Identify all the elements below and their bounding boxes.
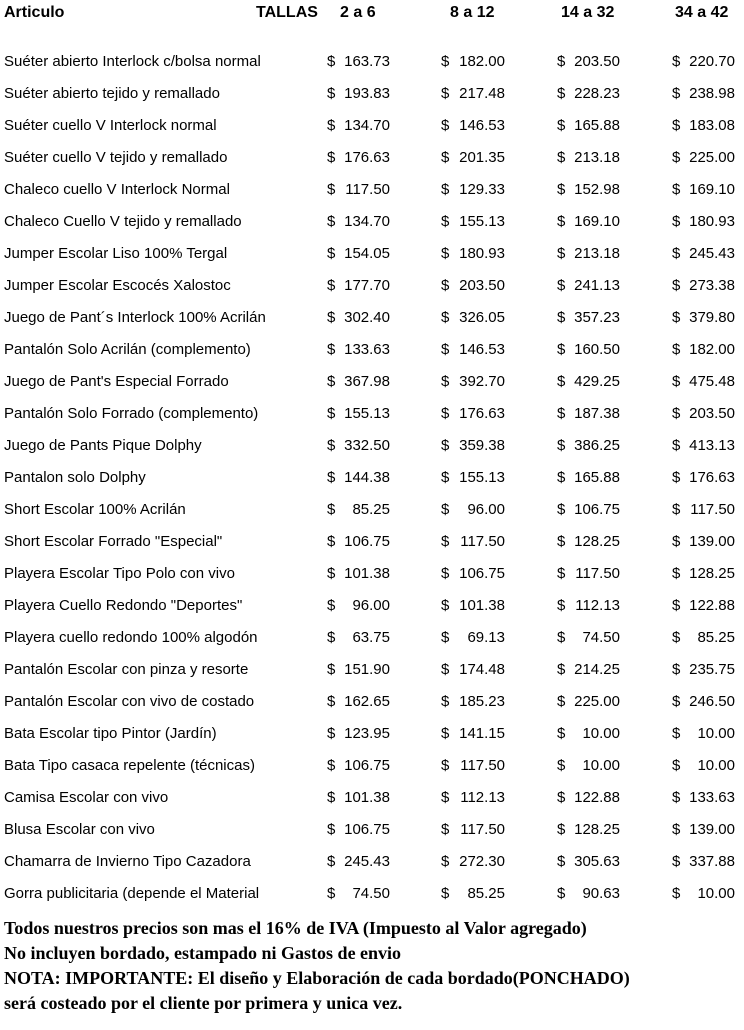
price-cell: 357.23 [574,309,620,326]
currency-symbol: $ [557,181,566,198]
price-cell: 151.90 [344,661,390,678]
article-name: Juego de Pant's Especial Forrado [4,373,229,390]
price-cell: 180.93 [459,245,505,262]
article-name: Camisa Escolar con vivo [4,789,169,806]
currency-symbol: $ [441,821,450,838]
price-cell: 106.75 [344,821,390,838]
price-cell: 129.33 [459,181,505,198]
price-cell: 106.75 [344,757,390,774]
article-name: Suéter cuello V Interlock normal [4,117,217,134]
price-cell: 117.50 [690,501,735,518]
price-cell: 10.00 [697,725,735,742]
price-cell: 10.00 [697,757,735,774]
article-name: Jumper Escolar Liso 100% Tergal [4,245,228,262]
table-row [0,526,744,558]
currency-symbol: $ [441,501,450,518]
price-cell: 174.48 [459,661,505,678]
table-row [0,78,744,110]
table-row [0,174,744,206]
table-row [0,302,744,334]
price-cell: 367.98 [344,373,390,390]
price-cell: 246.50 [689,693,735,710]
currency-symbol: $ [327,565,336,582]
price-cell: 193.83 [344,85,390,102]
price-cell: 117.50 [460,757,505,774]
currency-symbol: $ [441,341,450,358]
price-cell: 176.63 [459,405,505,422]
price-cell: 160.50 [574,341,620,358]
table-row [0,878,744,910]
currency-symbol: $ [557,757,566,774]
table-row [0,430,744,462]
article-name: Short Escolar 100% Acrilán [4,501,186,518]
price-cell: 128.25 [689,565,735,582]
price-cell: 214.25 [574,661,620,678]
price-cell: 144.38 [344,469,390,486]
price-cell: 176.63 [689,469,735,486]
currency-symbol: $ [327,501,336,518]
article-name: Pantalón Escolar con pinza y resorte [4,661,249,678]
currency-symbol: $ [672,373,681,390]
price-cell: 201.35 [459,149,505,166]
price-cell: 163.73 [344,53,390,70]
price-cell: 162.65 [344,693,390,710]
price-cell: 386.25 [574,437,620,454]
price-cell: 225.00 [574,693,620,710]
price-cell: 139.00 [689,821,735,838]
price-cell: 228.23 [574,85,620,102]
currency-symbol: $ [441,53,450,70]
price-cell: 273.38 [689,277,735,294]
price-cell: 203.50 [689,405,735,422]
currency-symbol: $ [672,181,681,198]
currency-symbol: $ [672,885,681,902]
currency-symbol: $ [557,597,566,614]
table-header [0,0,744,30]
currency-symbol: $ [327,437,336,454]
currency-symbol: $ [557,629,566,646]
header-size-8-12: 8 a 12 [450,4,495,21]
table-row [0,270,744,302]
currency-symbol: $ [557,53,566,70]
currency-symbol: $ [672,757,681,774]
currency-symbol: $ [557,725,566,742]
currency-symbol: $ [441,853,450,870]
currency-symbol: $ [327,405,336,422]
price-cell: 123.95 [344,725,390,742]
currency-symbol: $ [672,341,681,358]
article-name: Gorra publicitaria (depende el Material [4,885,260,902]
currency-symbol: $ [557,885,566,902]
price-cell: 128.25 [574,533,620,550]
article-name: Chaleco Cuello V tejido y remallado [4,213,242,230]
price-cell: 134.70 [344,117,390,134]
price-cell: 117.50 [460,533,505,550]
currency-symbol: $ [672,309,681,326]
price-cell: 96.00 [352,597,390,614]
table-row [0,494,744,526]
currency-symbol: $ [557,565,566,582]
currency-symbol: $ [327,469,336,486]
currency-symbol: $ [441,181,450,198]
price-cell: 10.00 [697,885,735,902]
price-cell: 155.13 [459,469,505,486]
currency-symbol: $ [557,373,566,390]
header-size-2-6: 2 a 6 [340,4,376,21]
price-cell: 101.38 [344,789,390,806]
article-name: Chamarra de Invierno Tipo Cazadora [4,853,251,870]
currency-symbol: $ [441,629,450,646]
currency-symbol: $ [327,53,336,70]
currency-symbol: $ [327,693,336,710]
header-tallas: TALLAS [256,4,318,21]
price-cell: 128.25 [574,821,620,838]
price-cell: 177.70 [344,277,390,294]
price-cell: 96.00 [467,501,505,518]
currency-symbol: $ [327,821,336,838]
currency-symbol: $ [557,533,566,550]
table-row [0,558,744,590]
price-cell: 106.75 [459,565,505,582]
currency-symbol: $ [557,405,566,422]
price-cell: 90.63 [582,885,620,902]
price-cell: 165.88 [574,117,620,134]
currency-symbol: $ [441,725,450,742]
currency-symbol: $ [557,277,566,294]
price-cell: 85.25 [352,501,390,518]
price-cell: 154.05 [344,245,390,262]
price-cell: 245.43 [689,245,735,262]
header-size-14-32: 14 a 32 [561,4,615,21]
currency-symbol: $ [441,437,450,454]
currency-symbol: $ [441,565,450,582]
currency-symbol: $ [672,629,681,646]
currency-symbol: $ [557,245,566,262]
price-cell: 85.25 [697,629,735,646]
price-cell: 176.63 [344,149,390,166]
currency-symbol: $ [672,597,681,614]
price-cell: 183.08 [689,117,735,134]
currency-symbol: $ [441,789,450,806]
table-row [0,590,744,622]
price-cell: 429.25 [574,373,620,390]
price-cell: 117.50 [460,821,505,838]
price-cell: 112.13 [460,789,505,806]
price-cell: 10.00 [582,757,620,774]
header-articulo: Articulo [4,4,65,21]
currency-symbol: $ [557,117,566,134]
article-name: Pantalón Solo Acrilán (complemento) [4,341,251,358]
currency-symbol: $ [441,245,450,262]
price-cell: 379.80 [689,309,735,326]
article-name: Playera Escolar Tipo Polo con vivo [4,565,235,582]
table-row [0,654,744,686]
article-name: Suéter abierto Interlock c/bolsa normal [4,53,261,70]
currency-symbol: $ [327,213,336,230]
article-name: Pantalon solo Dolphy [4,469,146,486]
currency-symbol: $ [672,405,681,422]
price-cell: 146.53 [459,117,505,134]
article-name: Pantalón Escolar con vivo de costado [4,693,255,710]
table-row [0,718,744,750]
currency-symbol: $ [327,757,336,774]
currency-symbol: $ [441,149,450,166]
currency-symbol: $ [441,309,450,326]
currency-symbol: $ [557,85,566,102]
currency-symbol: $ [441,373,450,390]
currency-symbol: $ [327,533,336,550]
currency-symbol: $ [557,501,566,518]
price-cell: 10.00 [582,725,620,742]
currency-symbol: $ [557,661,566,678]
currency-symbol: $ [441,117,450,134]
price-cell: 359.38 [459,437,505,454]
price-cell: 152.98 [574,181,620,198]
table-row [0,110,744,142]
currency-symbol: $ [441,885,450,902]
price-cell: 134.70 [344,213,390,230]
price-cell: 106.75 [344,533,390,550]
currency-symbol: $ [441,405,450,422]
price-cell: 155.13 [459,213,505,230]
currency-symbol: $ [327,309,336,326]
price-cell: 182.00 [689,341,735,358]
article-name: Playera Cuello Redondo "Deportes" [4,597,243,614]
price-cell: 217.48 [459,85,505,102]
article-name: Pantalón Solo Forrado (complemento) [4,405,259,422]
price-cell: 133.63 [689,789,735,806]
price-cell: 117.50 [575,565,620,582]
currency-symbol: $ [672,853,681,870]
price-cell: 146.53 [459,341,505,358]
price-cell: 413.13 [689,437,735,454]
table-row [0,622,744,654]
header-size-34-42: 34 a 42 [675,4,729,21]
price-cell: 122.88 [689,597,735,614]
currency-symbol: $ [327,245,336,262]
article-name: Suéter abierto tejido y remallado [4,85,220,102]
currency-symbol: $ [441,85,450,102]
article-name: Suéter cuello V tejido y remallado [4,149,228,166]
currency-symbol: $ [327,341,336,358]
currency-symbol: $ [327,853,336,870]
table-row [0,366,744,398]
currency-symbol: $ [557,693,566,710]
note-iva: Todos nuestros precios son mas el 16% de IVA (Impuesto al Valor agregado) [4,918,587,938]
currency-symbol: $ [557,309,566,326]
article-name: Juego de Pant´s Interlock 100% Acrilán [4,309,266,326]
table-row [0,206,744,238]
currency-symbol: $ [672,821,681,838]
notes-block [4,916,742,1016]
currency-symbol: $ [327,725,336,742]
currency-symbol: $ [441,469,450,486]
price-cell: 169.10 [689,181,735,198]
currency-symbol: $ [327,597,336,614]
price-cell: 74.50 [352,885,390,902]
table-row [0,750,744,782]
price-cell: 182.00 [459,53,505,70]
price-cell: 203.50 [459,277,505,294]
price-cell: 475.48 [689,373,735,390]
currency-symbol: $ [672,245,681,262]
price-cell: 392.70 [459,373,505,390]
currency-symbol: $ [327,789,336,806]
price-cell: 139.00 [689,533,735,550]
currency-symbol: $ [557,853,566,870]
table-row [0,846,744,878]
currency-symbol: $ [327,117,336,134]
price-cell: 141.15 [459,725,505,742]
currency-symbol: $ [672,469,681,486]
table-row [0,686,744,718]
article-name: Chaleco cuello V Interlock Normal [4,181,230,198]
currency-symbol: $ [672,725,681,742]
price-cell: 213.18 [574,245,620,262]
table-row [0,46,744,78]
price-cell: 101.38 [344,565,390,582]
currency-symbol: $ [327,277,336,294]
currency-symbol: $ [672,789,681,806]
note-first-time: será costeado por el cliente por primera y unica vez. [4,993,403,1013]
currency-symbol: $ [672,437,681,454]
price-cell: 302.40 [344,309,390,326]
price-cell: 133.63 [344,341,390,358]
price-cell: 203.50 [574,53,620,70]
table-row [0,398,744,430]
price-cell: 238.98 [689,85,735,102]
price-cell: 122.88 [574,789,620,806]
currency-symbol: $ [441,213,450,230]
price-cell: 332.50 [344,437,390,454]
article-name: Bata Escolar tipo Pintor (Jardín) [4,725,217,742]
currency-symbol: $ [672,565,681,582]
currency-symbol: $ [441,757,450,774]
currency-symbol: $ [327,373,336,390]
currency-symbol: $ [672,213,681,230]
currency-symbol: $ [672,277,681,294]
price-cell: 85.25 [467,885,505,902]
price-cell: 180.93 [689,213,735,230]
table-row [0,814,744,846]
price-cell: 169.10 [574,213,620,230]
currency-symbol: $ [672,501,681,518]
price-cell: 272.30 [459,853,505,870]
currency-symbol: $ [327,85,336,102]
currency-symbol: $ [672,117,681,134]
currency-symbol: $ [557,437,566,454]
price-cell: 326.05 [459,309,505,326]
currency-symbol: $ [441,597,450,614]
price-cell: 69.13 [467,629,505,646]
price-cell: 305.63 [574,853,620,870]
price-cell: 220.70 [689,53,735,70]
currency-symbol: $ [327,181,336,198]
price-cell: 187.38 [574,405,620,422]
price-cell: 245.43 [344,853,390,870]
price-cell: 241.13 [574,277,620,294]
currency-symbol: $ [557,789,566,806]
currency-symbol: $ [327,885,336,902]
currency-symbol: $ [557,149,566,166]
article-name: Juego de Pants Pique Dolphy [4,437,202,454]
price-cell: 63.75 [352,629,390,646]
price-cell: 213.18 [574,149,620,166]
table-row [0,782,744,814]
price-cell: 155.13 [344,405,390,422]
currency-symbol: $ [557,821,566,838]
currency-symbol: $ [557,469,566,486]
price-cell: 112.13 [575,597,620,614]
price-cell: 74.50 [582,629,620,646]
currency-symbol: $ [327,149,336,166]
currency-symbol: $ [441,661,450,678]
note-exclusions: No incluyen bordado, estampado ni Gastos de envio [4,943,402,963]
currency-symbol: $ [441,693,450,710]
article-name: Short Escolar Forrado "Especial" [4,533,223,550]
price-cell: 117.50 [345,181,390,198]
price-cell: 101.38 [459,597,505,614]
currency-symbol: $ [672,85,681,102]
price-cell: 106.75 [574,501,620,518]
article-name: Jumper Escolar Escocés Xalostoc [4,277,231,294]
currency-symbol: $ [672,149,681,166]
currency-symbol: $ [672,661,681,678]
currency-symbol: $ [327,629,336,646]
currency-symbol: $ [327,661,336,678]
table-row [0,238,744,270]
currency-symbol: $ [441,533,450,550]
price-cell: 225.00 [689,149,735,166]
currency-symbol: $ [672,533,681,550]
table-row [0,462,744,494]
price-table-body [0,46,744,910]
currency-symbol: $ [441,277,450,294]
note-important: NOTA: IMPORTANTE: El diseño y Elaboración de cada bordado(PONCHADO) [4,968,630,988]
currency-symbol: $ [557,341,566,358]
article-name: Blusa Escolar con vivo [4,821,155,838]
article-name: Bata Tipo casaca repelente (técnicas) [4,757,255,774]
currency-symbol: $ [557,213,566,230]
currency-symbol: $ [672,53,681,70]
price-cell: 235.75 [689,661,735,678]
price-cell: 165.88 [574,469,620,486]
table-row [0,334,744,366]
article-name: Playera cuello redondo 100% algodón [4,629,258,646]
price-cell: 337.88 [689,853,735,870]
table-row [0,142,744,174]
price-cell: 185.23 [459,693,505,710]
currency-symbol: $ [672,693,681,710]
